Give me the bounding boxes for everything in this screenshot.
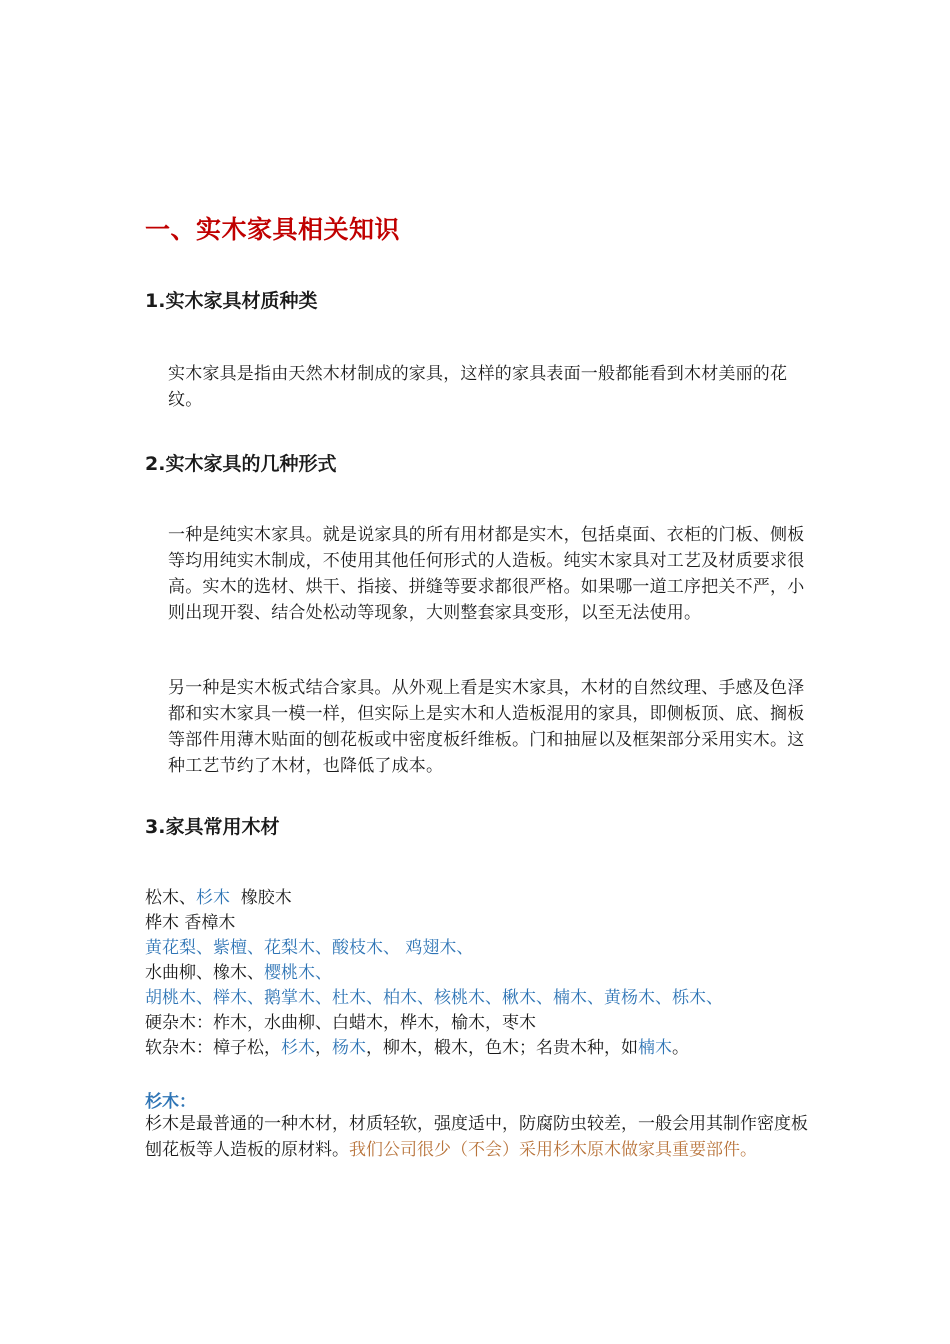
wood-text: 。 <box>672 1038 689 1058</box>
wood-list-line: 桦木 香樟木 <box>145 913 236 933</box>
fir-paragraph <box>145 1111 825 1163</box>
wood-list-line: 硬杂木：柞木，水曲柳、白蜡木，桦木，榆木，枣木 <box>145 1013 536 1033</box>
wood-list-line: 黄花梨、紫檀、花梨木、酸枝木、 鸡翅木、 <box>145 938 474 958</box>
section-1-paragraph: 实木家具是指由天然木材制成的家具，这样的家具表面一般都能看到木材美丽的花纹。 <box>168 364 788 410</box>
fir-highlight-text: 我们公司很少（不会）采用杉木原木做家具重要部件。 <box>349 1140 757 1160</box>
wood-text: 软杂木：樟子松， <box>145 1038 281 1058</box>
wood-list <box>145 886 825 1061</box>
wood-list-line <box>145 1036 825 1061</box>
section-2-paragraph-1: 一种是纯实木家具。就是说家具的所有用材都是实木，包括桌面、衣柜的门板、侧板等均用纯实木制成，不使用其他任何形式的人造板。纯实木家具对工艺及材质要求很高。实木的选材、烘干、指接、拼缝等要求都很严格。如果哪一道工序把关不严，小则出现开裂、结合处松动等现象，大则整套家具变形，以至无法使用。 <box>168 525 805 623</box>
section-title-3: 3.家具常用木材 <box>145 816 280 838</box>
wood-list-line <box>145 886 825 911</box>
wood-highlight: 杨木 <box>332 1038 366 1058</box>
wood-text: ，柳木，椴木，色木；名贵木种，如 <box>366 1038 638 1058</box>
section-title-2: 2.实木家具的几种形式 <box>145 453 337 475</box>
wood-text: ， <box>315 1038 332 1058</box>
wood-highlight: 杉木 <box>281 1038 315 1058</box>
wood-highlight: 樱桃木、 <box>264 963 332 983</box>
section-title-1: 1.实木家具材质种类 <box>145 290 318 312</box>
fir-title: 杉木： <box>145 1092 196 1112</box>
fir-text: 杉木是最普通的一种木材，材质轻软，强度适中，防腐防虫较差，一般会用其制作密度板 刨花板等人造板的原材料。 <box>145 1114 825 1160</box>
wood-list-line <box>145 961 825 986</box>
page-title: 一、实木家具相关知识 <box>145 215 401 244</box>
wood-text: 水曲柳、橡木、 <box>145 963 264 983</box>
wood-highlight: 楠木 <box>638 1038 672 1058</box>
wood-highlight: 杉木 <box>196 888 230 908</box>
wood-text: 橡胶木 <box>230 888 292 908</box>
wood-list-line: 胡桃木、榉木、鹅掌木、杜木、柏木、核桃木、楸木、楠木、黄杨木、栎木、 <box>145 988 723 1008</box>
section-2-paragraph-2: 另一种是实木板式结合家具。从外观上看是实木家具，木材的自然纹理、手感及色泽都和实木家具一模一样，但实际上是实木和人造板混用的家具，即侧板顶、底、搁板等部件用薄木贴面的刨花板或中密度板纤维板。门和抽屉以及框架部分采用实木。这种工艺节约了木材，也降低了成本。 <box>168 678 805 776</box>
wood-text: 松木、 <box>145 888 196 908</box>
